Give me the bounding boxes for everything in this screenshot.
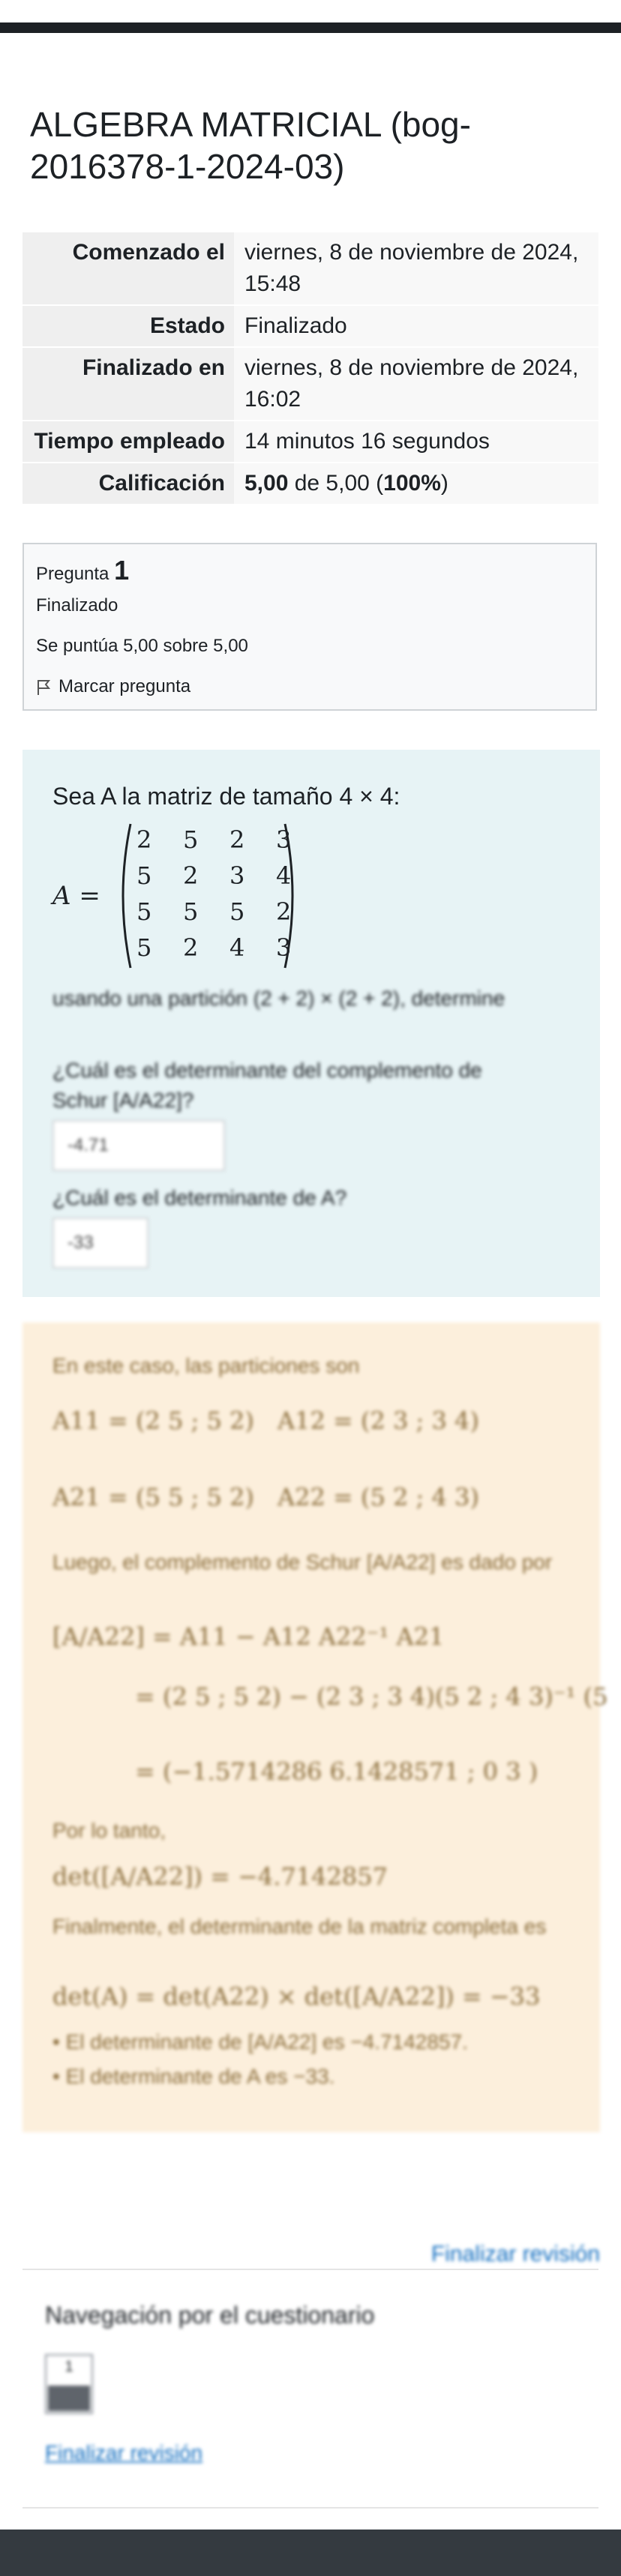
summary-value: viernes, 8 de noviembre de 2024, 16:02 [234, 347, 598, 421]
summary-value [234, 463, 598, 505]
summary-label: Finalizado en [22, 347, 234, 421]
nav-button-status-bar [48, 2386, 90, 2411]
question-info-panel [22, 543, 597, 711]
summary-row-started [22, 232, 598, 305]
summary-row-time [22, 421, 598, 463]
matrix-entry: 2 [136, 825, 152, 854]
matrix-entry: 2 [230, 825, 245, 854]
question-1-text: ¿Cuál es el determinante del complemento de Schur [A/A22]? [52, 1059, 482, 1112]
feedback-finally: Finalmente, el determinante de la matriz completa es [52, 1915, 547, 1938]
question-state: Finalizado [36, 595, 118, 616]
top-bar [0, 22, 621, 33]
feedback-intro: En este caso, las particiones son [52, 1354, 360, 1377]
matrix-entry: 3 [276, 825, 292, 854]
matrix-entry: 5 [136, 861, 152, 890]
flag-question-link[interactable] [36, 676, 190, 697]
matrix-entry: 4 [276, 861, 292, 890]
feedback-a21: A21 = (5 5 ; 5 2) [52, 1483, 254, 1511]
summary-label: Estado [22, 305, 234, 347]
matrix-entry: 5 [183, 825, 199, 854]
page-title: ALGEBRA MATRICIAL (bog-2016378-1-2024-03) [30, 105, 471, 186]
matrix-a [52, 821, 308, 971]
flag-icon [36, 679, 51, 696]
feedback-det-full: det(A) = det(A22) × det([A/A22]) = −33 [52, 1982, 541, 2011]
summary-row-state [22, 305, 598, 347]
matrix-entries [136, 821, 292, 971]
feedback-det-schur: det([A/A22]) = −4.7142857 [52, 1862, 388, 1891]
feedback-bullet-2: • El determinante de A es −33. [52, 2065, 335, 2088]
bullet-2-text: El determinante de A es −33. [65, 2065, 335, 2088]
matrix-lhs: A = [52, 881, 100, 911]
matrix-entry: 5 [136, 897, 152, 926]
summary-value: Finalizado [234, 305, 598, 347]
grade-mid: de 5,00 ( [288, 471, 384, 496]
question-content [22, 750, 600, 1297]
feedback-eq3: = (−1.5714286 6.1428571 ; 0 3 ) [135, 1757, 538, 1786]
matrix-entry: 4 [230, 933, 245, 962]
grade-score: 5,00 [244, 471, 289, 496]
question-1-nav-button[interactable] [45, 2354, 93, 2414]
matrix-entry: 5 [230, 897, 245, 926]
matrix-entry: 3 [230, 861, 245, 890]
attempt-summary-table [22, 232, 598, 505]
finish-review-link[interactable]: Finalizar revisión [430, 2242, 600, 2266]
summary-label: Tiempo empleado [22, 421, 234, 463]
feedback-a11: A11 = (2 5 ; 5 2) [52, 1406, 254, 1435]
bullet-1-text: El determinante de [A/A22] es −4.7142857. [65, 2030, 468, 2053]
matrix-entry: 2 [183, 933, 199, 962]
summary-row-finished [22, 347, 598, 421]
question-number-line [36, 555, 129, 586]
feedback-eq1: [A/A22] = A11 − A12 A22⁻¹ A21 [52, 1622, 445, 1651]
feedback-therefore: Por lo tanto, [52, 1819, 166, 1842]
answer-1-field[interactable]: -4.71 [52, 1120, 225, 1171]
summary-value: 14 minutos 16 segundos [234, 421, 598, 463]
general-feedback [22, 1322, 608, 2132]
question-2-text: ¿Cuál es el determinante de A? [52, 1186, 347, 1209]
question-intro: Sea A la matriz de tamaño 4 × 4: [52, 783, 400, 810]
summary-value: viernes, 8 de noviembre de 2024, 15:48 [234, 232, 598, 305]
feedback-schur-text: Luego, el complemento de Schur [A/A22] es dado por [52, 1550, 553, 1574]
flag-question-label: Marcar pregunta [58, 676, 191, 696]
matrix-entry: 2 [276, 897, 292, 926]
summary-label: Comenzado el [22, 232, 234, 305]
feedback-a12: A12 = (2 3 ; 3 4) [278, 1406, 479, 1435]
matrix-entry: 5 [136, 933, 152, 962]
quiz-navigation-block [22, 2269, 598, 2509]
feedback-bullet-1: • El determinante de [A/A22] es −4.7142857. [52, 2030, 468, 2053]
partition-text: usando una partición (2 + 2) × (2 + 2), determine [52, 987, 506, 1010]
summary-label: Calificación [22, 463, 234, 505]
feedback-a22: A22 = (5 2 ; 4 3) [278, 1483, 479, 1511]
page-footer [0, 2530, 621, 2576]
answer-2-field[interactable]: -33 [52, 1218, 148, 1269]
question-prefix: Pregunta [36, 564, 110, 584]
nav-finish-review-link[interactable]: Finalizar revisión [45, 2441, 203, 2464]
matrix-entry: 3 [276, 933, 292, 962]
nav-button-number: 1 [64, 2359, 74, 2375]
quiz-navigation-title: Navegación por el cuestionario [45, 2302, 375, 2329]
matrix-entry: 2 [183, 861, 199, 890]
feedback-eq2: = (2 5 ; 5 2) − (2 3 ; 3 4)(5 2 ; 4 3)⁻¹ (5 [135, 1682, 608, 1711]
grade-percent: 100% [383, 471, 441, 496]
summary-row-grade [22, 463, 598, 505]
grade-end: ) [440, 471, 448, 496]
matrix-entry: 5 [183, 897, 199, 926]
question-number: 1 [114, 555, 130, 586]
question-grade: Se puntúa 5,00 sobre 5,00 [36, 636, 248, 656]
